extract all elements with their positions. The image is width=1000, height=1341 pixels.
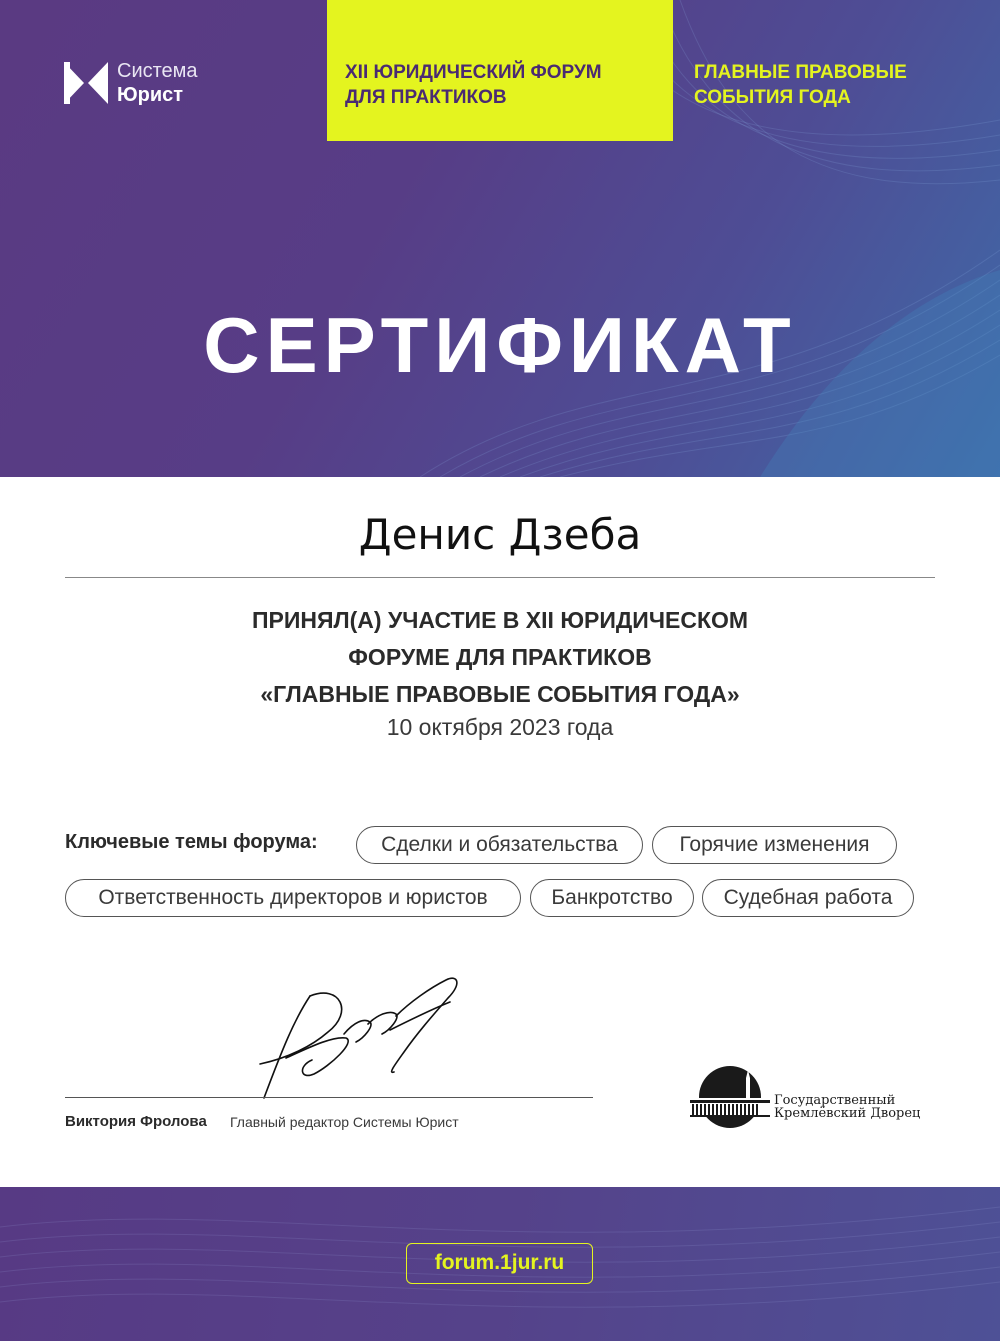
participation-line2: ФОРУМЕ ДЛЯ ПРАКТИКОВ <box>348 644 652 670</box>
certificate-header <box>0 0 1000 477</box>
signatory-role: Главный редактор Системы Юрист <box>230 1114 459 1130</box>
participation-line1: ПРИНЯЛ(А) УЧАСТИЕ В XII ЮРИДИЧЕСКОМ <box>251 607 749 633</box>
topics-label: Ключевые темы форума: <box>65 831 318 853</box>
partner-line1: Государственный <box>774 1093 896 1108</box>
forum-subtitle-line1: ГЛАВНЫЕ ПРАВОВЫЕ <box>694 62 907 83</box>
forum-subtitle <box>694 60 974 110</box>
certificate-footer <box>0 1187 1000 1341</box>
certificate-title: СЕРТИФИКАТ <box>203 301 797 389</box>
topic-chip: Сделки и обязательства <box>356 826 643 864</box>
forum-title <box>345 60 665 110</box>
signatory-name: Виктория Фролова <box>65 1113 207 1130</box>
recipient-name: Денис Дзеба <box>358 510 642 559</box>
signature-image <box>250 960 480 1110</box>
logo-text-line1: Система <box>117 60 198 82</box>
name-underline <box>65 577 935 578</box>
sistema-yurist-logo <box>64 60 224 108</box>
signature-line <box>65 1097 593 1098</box>
forum-title-line1: XII ЮРИДИЧЕСКИЙ ФОРУМ <box>345 62 602 83</box>
event-date: 10 октября 2023 года <box>386 714 614 740</box>
forum-subtitle-line2: СОБЫТИЯ ГОДА <box>694 87 851 108</box>
forum-site-link[interactable]: forum.1jur.ru <box>406 1243 593 1284</box>
topic-chip: Банкротство <box>530 879 694 917</box>
forum-title-line2: ДЛЯ ПРАКТИКОВ <box>345 87 507 108</box>
participation-line3: «ГЛАВНЫЕ ПРАВОВЫЕ СОБЫТИЯ ГОДА» <box>260 681 740 707</box>
topic-chip: Горячие изменения <box>652 826 897 864</box>
participation-text <box>0 602 1000 713</box>
kremlin-palace-emblem-icon <box>688 1064 772 1130</box>
logo-mark-icon <box>64 62 110 104</box>
topic-chip: Ответственность директоров и юристов <box>65 879 521 917</box>
kremlin-palace-logo <box>688 1064 938 1130</box>
partner-line2: Кремлёвский Дворец <box>774 1106 921 1121</box>
logo-text-line2: Юрист <box>117 84 184 106</box>
topic-chip: Судебная работа <box>702 879 914 917</box>
